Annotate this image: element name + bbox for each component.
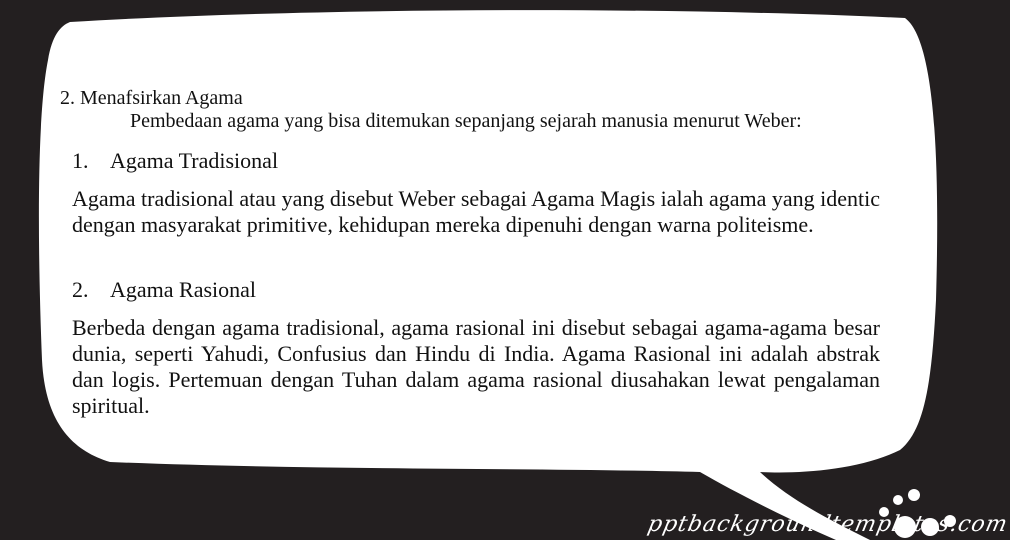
list-item-label: Agama Tradisional xyxy=(110,148,279,173)
list-item-number: 1. xyxy=(72,148,89,173)
section-subheading: Pembedaan agama yang bisa ditemukan sepanjang sejarah manusia menurut Weber: xyxy=(130,110,802,132)
list-item-body-2: Berbeda dengan agama tradisional, agama rasional ini disebut sebagai agama-agama besar dunia, seperti Yahudi, Confusius dan Hindu di India. Agama Rasional ini adalah abstrak dan logis. Pertemuan dengan Tuhan dalam agama rasional diusahakan lewat pengalaman spiritual. xyxy=(72,315,880,418)
list-item-title-1 xyxy=(72,148,278,174)
list-item-label: Agama Rasional xyxy=(110,277,257,302)
watermark: pptbackgroundtemplates.com xyxy=(645,512,1010,537)
list-item-title-2 xyxy=(72,277,256,303)
list-item-body-1: Agama tradisional atau yang disebut Weber sebagai Agama Magis ialah agama yang identic dengan masyarakat primitive, kehidupan mereka dipenuhi dengan warna politeisme. xyxy=(72,186,880,237)
section-heading: 2. Menafsirkan Agama xyxy=(60,87,243,109)
list-item-number: 2. xyxy=(72,277,89,302)
